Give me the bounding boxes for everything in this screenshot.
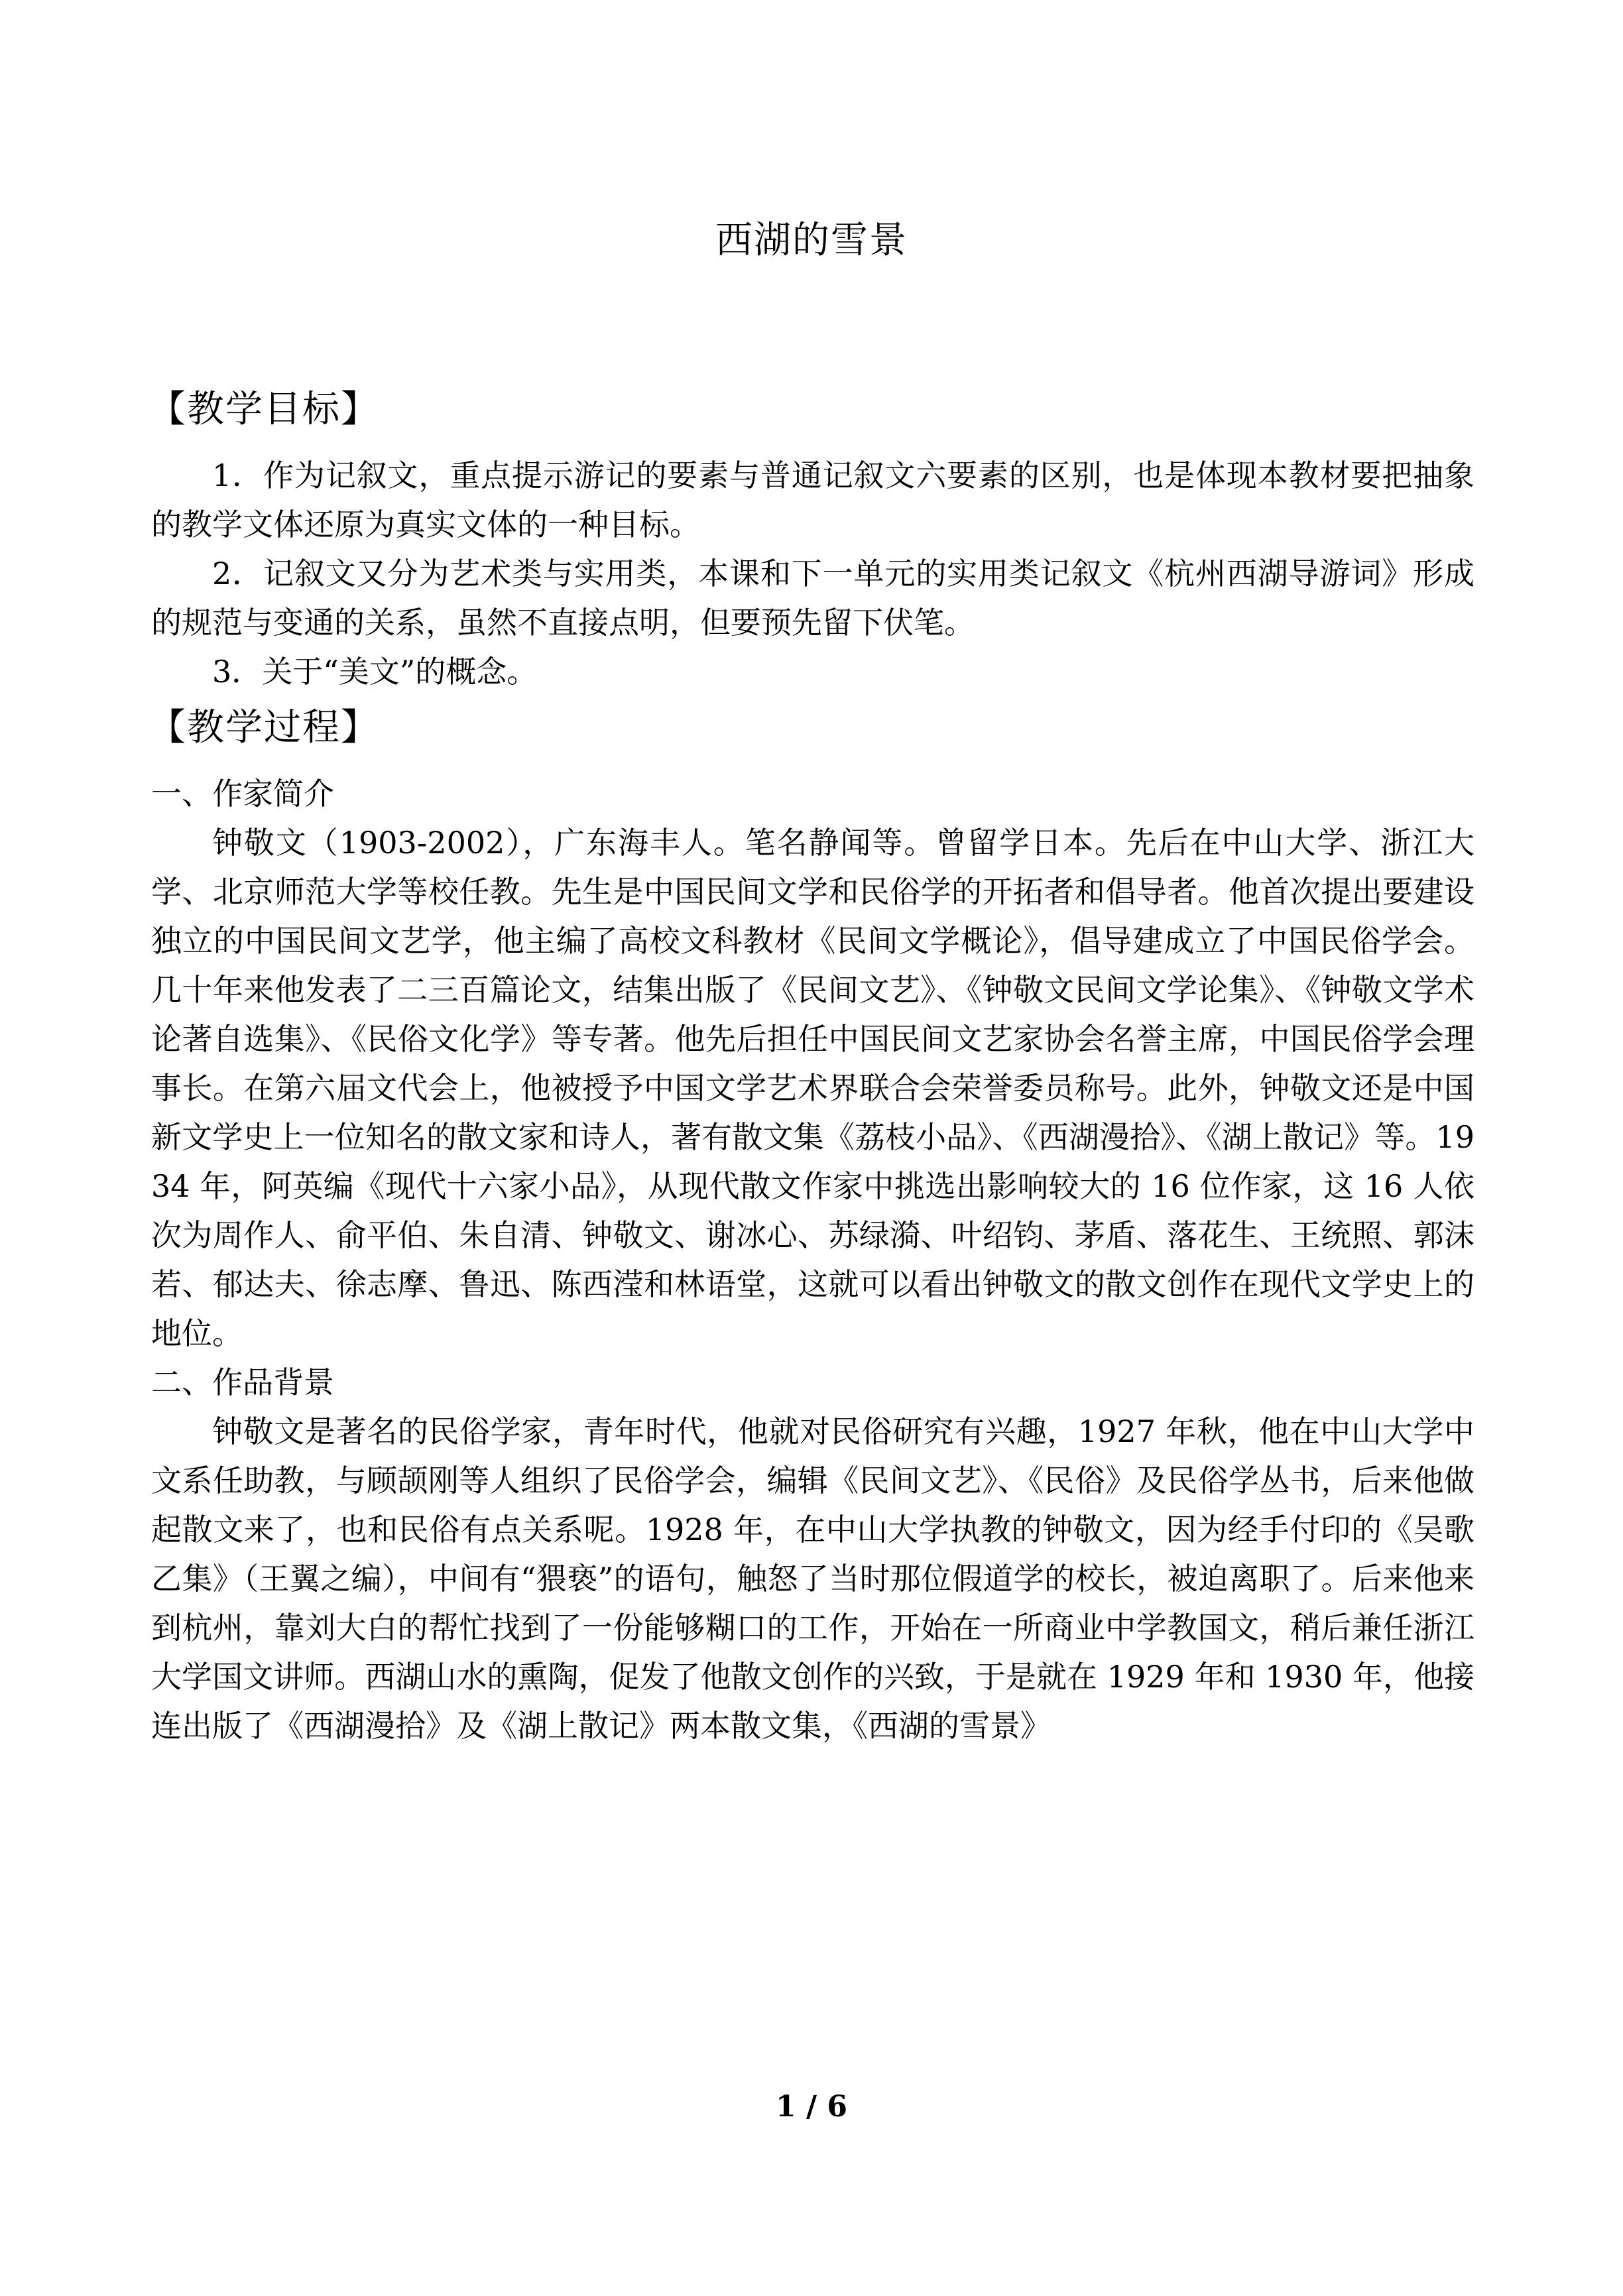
objective-item-3: 3．关于“美文”的概念。	[212, 654, 538, 690]
background-heading: 二、作品背景	[151, 1364, 334, 1400]
process-heading: 【教学过程】	[149, 706, 379, 749]
author-intro-paragraph: 钟敬文（1903-2002），广东海丰人。笔名静闻等。曾留学日本。先后在中山大学、浙江大学、北京师范大学等校任教。先生是中国民间文学和民俗学的开拓者和倡导者。他首次提出要建设独立的中国民间文艺学，他主编了高校文科教材《民间文学概论》，倡导建成立了中国民俗学会。几十年来他发表了二三百篇论文，结集出版了《民间文艺》、《钟敬文民间文学论集》、《钟敬文学术论著自选集》、《民俗文化学》等专著。他先后担任中国民间文艺家协会名誉主席，中国民俗学会理事长。在第六届文代会上，他被授予中国文学艺术界联合会荣誉委员称号。此外，钟敬文还是中国新文学史上一位知名的散文家和诗人，著有散文集《荔枝小品》、《西湖漫拾》、《湖上散记》等。1934 年，阿英编《现代十六家小品》，从现代散文作家中挑选出影响较大的 16 位作家，这 16 人依次为周作人、俞平伯、朱自清、钟敬文、谢冰心、苏绿漪、叶绍钧、茅盾、落花生、王统照、郭沫若、郁达夫、徐志摩、鲁迅、陈西滢和林语堂，这就可以看出钟敬文的散文创作在现代文学史上的地位。	[151, 825, 1474, 1351]
page-number: 1 / 6	[776, 2090, 847, 2124]
objective-item-2: 2．记叙文又分为艺术类与实用类，本课和下一单元的实用类记叙文《杭州西湖导游词》形成的规范与变通的关系，虽然不直接点明，但要预先留下伏笔。	[151, 556, 1474, 640]
document-body	[151, 383, 1474, 1750]
objectives-heading: 【教学目标】	[149, 388, 379, 431]
background-paragraph: 钟敬文是著名的民俗学家，青年时代，他就对民俗研究有兴趣，1927 年秋，他在中山大学中文系任助教，与顾颉刚等人组织了民俗学会，编辑《民间文艺》、《民俗》及民俗学丛书，后来他做起散文来了，也和民俗有点关系呢。1928 年，在中山大学执教的钟敬文，因为经手付印的《吴歌乙集》（王翼之编），中间有“猥亵”的语句，触怒了当时那位假道学的校长，被迫离职了。后来他来到杭州，靠刘大白的帮忙找到了一份能够糊口的工作，开始在一所商业中学教国文，稍后兼任浙江大学国文讲师。西湖山水的熏陶，促发了他散文创作的兴致，于是就在 1929 年和 1930 年，他接连出版了《西湖漫拾》及《湖上散记》两本散文集，《西湖的雪景》	[151, 1414, 1474, 1744]
objective-item-1: 1．作为记叙文，重点提示游记的要素与普通记叙文六要素的区别，也是体现本教材要把抽象的教学文体还原为真实文体的一种目标。	[151, 457, 1474, 542]
author-intro-heading: 一、作家简介	[151, 776, 334, 812]
objectives-list	[151, 451, 1474, 696]
document-title: 西湖的雪景	[715, 219, 908, 262]
